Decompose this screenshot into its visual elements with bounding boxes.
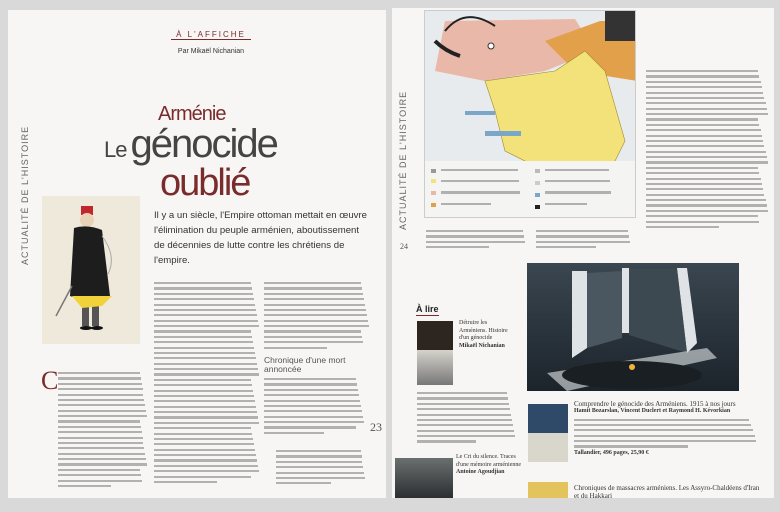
- book-author: Mikaël Nichanian: [459, 342, 505, 349]
- section-label: ACTUALITÉ DE L'HISTOIRE: [398, 90, 408, 230]
- book-1: [459, 320, 515, 350]
- text-line: [545, 203, 587, 205]
- text-line: [154, 390, 253, 392]
- text-line: [417, 435, 515, 437]
- text-line: [264, 378, 356, 380]
- body-column-2: [536, 230, 636, 248]
- text-line: [154, 384, 252, 386]
- text-line: [276, 455, 362, 457]
- text-line: [154, 352, 255, 354]
- map-legend-left: [441, 169, 525, 205]
- text-line: [264, 320, 368, 322]
- text-line: [646, 172, 759, 174]
- text-line: [545, 180, 610, 182]
- text-line: [646, 81, 761, 83]
- text-line: [574, 429, 753, 431]
- text-line: [264, 405, 361, 407]
- book-4-title: Chroniques de massacres arméniens. Les Assyro-Chaldéens d'Iran et du Hakkari: [574, 484, 760, 500]
- text-line: [536, 241, 630, 243]
- text-line: [536, 235, 629, 237]
- text-line: [58, 437, 143, 439]
- text-line: [154, 330, 251, 332]
- text-line: [417, 397, 508, 399]
- text-line: [426, 241, 525, 243]
- text-line: [646, 75, 759, 77]
- left-page: [8, 10, 386, 498]
- text-line: [646, 145, 764, 147]
- text-line: [574, 419, 749, 421]
- text-line: [264, 394, 359, 396]
- text-line: [58, 377, 141, 379]
- book-title: Détruire les Arméniens. Histoire d'un génocide: [459, 320, 508, 341]
- text-line: [646, 215, 758, 217]
- text-line: [58, 453, 145, 455]
- text-line: [646, 97, 764, 99]
- text-line: [58, 485, 111, 487]
- section-label: ACTUALITÉ DE L'HISTOIRE: [20, 125, 30, 265]
- text-line: [154, 454, 256, 456]
- title: [104, 104, 344, 202]
- text-line: [58, 399, 144, 401]
- book-2-publisher: Tallandier, 496 pages, 25,90 €: [574, 449, 649, 456]
- text-line: [574, 440, 756, 442]
- text-line: [646, 129, 761, 131]
- text-line: [441, 191, 520, 193]
- text-line: [646, 178, 761, 180]
- text-line: [264, 330, 361, 332]
- text-line: [154, 400, 255, 402]
- text-line: [154, 438, 253, 440]
- text-line: [58, 463, 147, 465]
- page-number: 23: [370, 420, 382, 434]
- text-line: [58, 447, 144, 449]
- text-line: [545, 169, 609, 171]
- text-line: [417, 392, 507, 394]
- text-line: [264, 421, 364, 423]
- text-line: [264, 325, 369, 327]
- text-line: [264, 309, 366, 311]
- book-title: Comprendre le génocide des Arméniens. 1915 à nos jours: [574, 400, 736, 408]
- text-line: [264, 341, 363, 343]
- body-column-1: [58, 372, 147, 487]
- text-line: [58, 431, 142, 433]
- text-line: [58, 410, 146, 412]
- body-column-2: [154, 282, 259, 483]
- title-armenie: Arménie: [158, 103, 226, 125]
- body-column-3: [646, 70, 768, 228]
- text-line: [264, 389, 358, 391]
- text-line: [276, 466, 363, 468]
- text-line: [58, 415, 147, 417]
- text-line: [417, 419, 512, 421]
- text-line: [264, 298, 364, 300]
- text-line: [276, 450, 361, 452]
- text-line: [154, 298, 254, 300]
- text-line: [426, 246, 489, 248]
- text-line: [154, 481, 217, 483]
- subheading: Chronique d'une mort annoncée: [264, 355, 346, 374]
- text-line: [154, 368, 258, 370]
- text-line: [154, 449, 255, 451]
- text-line: [264, 432, 324, 434]
- text-line: [58, 420, 140, 422]
- text-line: [154, 336, 252, 338]
- text-line: [646, 226, 719, 228]
- text-line: [264, 347, 327, 349]
- text-line: [264, 287, 362, 289]
- book-title: Le Cri du silence. Traces d'une mémoire arménienne: [456, 454, 522, 468]
- text-line: [545, 191, 611, 193]
- text-line: [276, 472, 364, 474]
- text-line: [646, 108, 767, 110]
- text-line: [264, 314, 367, 316]
- book-author: Antoine Agoudjian: [456, 469, 505, 475]
- text-line: [154, 320, 258, 322]
- text-line: [154, 347, 254, 349]
- text-line: [426, 235, 524, 237]
- memorial-photo: [527, 263, 739, 391]
- text-line: [264, 336, 362, 338]
- text-line: [154, 314, 257, 316]
- text-line: [154, 433, 252, 435]
- text-line: [264, 426, 356, 428]
- book-2-review: [574, 419, 764, 448]
- body-column-3: [264, 282, 369, 349]
- text-line: [646, 204, 767, 206]
- text-line: [441, 203, 491, 205]
- book-cover-3: [395, 458, 453, 498]
- text-line: [58, 394, 143, 396]
- text-line: [646, 199, 766, 201]
- text-line: [58, 372, 140, 374]
- text-line: [646, 188, 763, 190]
- book-cover-4: [528, 482, 568, 498]
- drop-cap: C: [41, 366, 59, 395]
- text-line: [646, 140, 763, 142]
- reading-heading: À lire: [416, 304, 439, 314]
- text-line: [58, 458, 146, 460]
- text-line: [154, 287, 252, 289]
- text-line: [441, 169, 518, 171]
- text-line: [574, 435, 755, 437]
- text-line: [264, 293, 363, 295]
- text-line: [417, 440, 476, 442]
- text-line: [154, 406, 256, 408]
- text-line: [154, 341, 253, 343]
- text-line: [154, 379, 251, 381]
- text-line: [441, 180, 519, 182]
- text-line: [154, 325, 259, 327]
- text-line: [154, 416, 258, 418]
- text-line: [417, 403, 509, 405]
- text-line: [646, 135, 762, 137]
- text-line: [276, 482, 331, 484]
- text-line: [264, 304, 365, 306]
- text-line: [154, 282, 251, 284]
- title-oublie: oublié: [160, 162, 250, 204]
- text-line: [154, 357, 256, 359]
- text-line: [536, 246, 596, 248]
- text-line: [646, 221, 759, 223]
- text-line: [154, 443, 254, 445]
- book-1-review: [417, 392, 515, 443]
- text-line: [154, 427, 251, 429]
- text-line: [646, 167, 758, 169]
- text-line: [646, 151, 766, 153]
- map: [424, 10, 636, 218]
- text-line: [276, 461, 362, 463]
- text-line: [646, 118, 758, 120]
- text-line: [58, 426, 141, 428]
- page-number: 24: [400, 242, 408, 251]
- text-line: [417, 408, 510, 410]
- caricature-illustration: [42, 196, 140, 344]
- book-cover-2: [528, 404, 568, 462]
- text-line: [426, 230, 523, 232]
- book-3: [456, 454, 524, 477]
- text-line: [58, 469, 140, 471]
- title-line-2: [104, 124, 344, 164]
- text-line: [154, 293, 253, 295]
- text-line: [264, 410, 362, 412]
- text-line: [264, 416, 363, 418]
- text-line: [58, 388, 143, 390]
- image-caption: [276, 450, 368, 484]
- text-line: [264, 400, 360, 402]
- text-line: [154, 470, 259, 472]
- title-le: Le: [104, 137, 127, 162]
- book-author: Hamit Bozarslan, Vincent Duclert et Raymond H. Kévorkian: [574, 408, 731, 414]
- byline: Par Mikaël Nichanian: [177, 48, 245, 55]
- map-legend-right: [545, 169, 615, 205]
- text-line: [154, 476, 251, 478]
- rubric: À L'AFFICHE: [171, 30, 251, 40]
- text-line: [154, 411, 257, 413]
- text-line: [58, 383, 142, 385]
- right-page: [392, 8, 774, 498]
- text-line: [417, 430, 514, 432]
- text-line: [417, 424, 513, 426]
- text-line: [646, 183, 762, 185]
- text-line: [646, 210, 768, 212]
- text-line: [154, 395, 254, 397]
- book-cover-1: [417, 321, 453, 385]
- body-column-3b: [264, 378, 364, 434]
- text-line: [154, 304, 255, 306]
- text-line: [154, 422, 259, 424]
- text-line: [646, 86, 762, 88]
- text-line: [264, 282, 361, 284]
- text-line: [646, 161, 768, 163]
- text-line: [574, 445, 688, 447]
- body-column-1: [426, 230, 531, 248]
- text-line: [154, 373, 259, 375]
- text-line: [154, 363, 257, 365]
- text-line: [58, 474, 141, 476]
- lead-paragraph: Il y a un siècle, l'Empire ottoman mettait en œuvre l'élimination du peuple arménien, aboutissement de décennies de lutte contre les chrétiens de l'empire.: [154, 210, 367, 266]
- text-line: [276, 477, 365, 479]
- text-line: [154, 465, 258, 467]
- text-line: [646, 92, 763, 94]
- text-line: [154, 459, 257, 461]
- book-2: [574, 400, 764, 457]
- title-genocide: génocide: [130, 122, 277, 166]
- text-line: [58, 480, 142, 482]
- text-line: [646, 194, 764, 196]
- text-line: [264, 383, 357, 385]
- text-line: [536, 230, 628, 232]
- text-line: [646, 124, 759, 126]
- text-line: [58, 404, 145, 406]
- text-line: [58, 442, 143, 444]
- text-line: [154, 309, 256, 311]
- text-line: [646, 156, 767, 158]
- text-line: [417, 414, 511, 416]
- text-line: [646, 113, 768, 115]
- text-line: [646, 70, 758, 72]
- text-line: [574, 424, 751, 426]
- text-line: [646, 102, 766, 104]
